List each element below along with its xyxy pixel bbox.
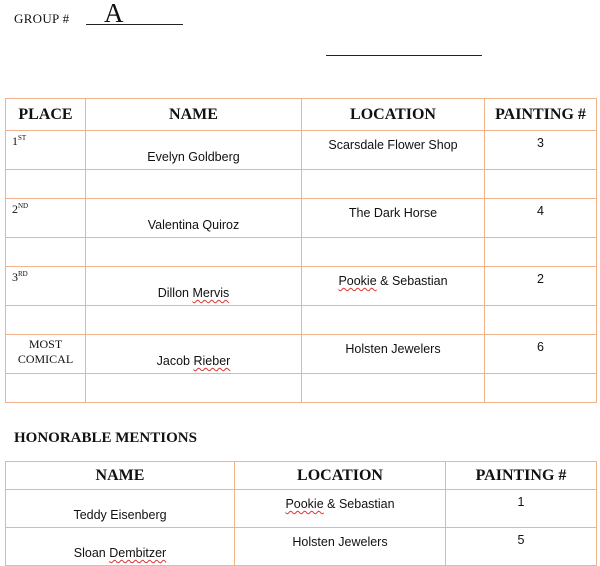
name-cell: Valentina Quiroz <box>86 199 302 238</box>
place-cell <box>6 335 86 374</box>
empty-cell <box>86 374 302 403</box>
name-cell <box>86 335 302 374</box>
name-header: NAME <box>6 462 235 490</box>
results-header-row <box>6 99 597 131</box>
empty-cell <box>485 306 597 335</box>
empty-row <box>6 374 597 403</box>
empty-row <box>6 170 597 199</box>
painting-cell: 6 <box>485 335 597 374</box>
empty-cell <box>6 170 86 199</box>
table-row <box>6 131 597 170</box>
place-suffix: ST <box>18 134 27 142</box>
location-cell <box>235 490 446 528</box>
location-part: Pookie <box>338 274 377 288</box>
painting-cell: 3 <box>485 131 597 170</box>
empty-cell <box>302 170 485 199</box>
table-row <box>6 267 597 306</box>
location-cell: Scarsdale Flower Shop <box>302 131 485 170</box>
name-cell <box>86 267 302 306</box>
empty-row <box>6 306 597 335</box>
results-table <box>5 98 597 403</box>
name-first: Sloan <box>73 546 106 560</box>
name-last: Mervis <box>192 286 230 300</box>
place-cell <box>6 131 86 170</box>
empty-cell <box>86 238 302 267</box>
honorable-mentions-title: HONORABLE MENTIONS <box>14 430 197 446</box>
empty-row <box>6 238 597 267</box>
name-first: Jacob <box>156 354 191 368</box>
name-cell <box>6 528 235 566</box>
empty-cell <box>485 374 597 403</box>
place-suffix: RD <box>18 270 28 278</box>
empty-cell <box>302 306 485 335</box>
group-value: A <box>104 0 124 28</box>
empty-cell <box>485 170 597 199</box>
painting-cell: 2 <box>485 267 597 306</box>
place-number: 2 <box>12 202 18 216</box>
empty-cell <box>86 306 302 335</box>
painting-cell: 5 <box>446 528 597 566</box>
place-line: COMICAL <box>17 352 74 366</box>
place-line: MOST <box>28 337 63 351</box>
group-line <box>86 24 183 25</box>
empty-cell <box>6 306 86 335</box>
honorable-header-row <box>6 462 597 490</box>
empty-cell <box>485 238 597 267</box>
name-header: NAME <box>86 99 302 131</box>
location-header: LOCATION <box>302 99 485 131</box>
empty-cell <box>6 238 86 267</box>
place-cell <box>6 267 86 306</box>
location-cell: The Dark Horse <box>302 199 485 238</box>
empty-cell <box>6 374 86 403</box>
location-cell <box>302 267 485 306</box>
place-cell <box>6 199 86 238</box>
place-suffix: ND <box>18 202 29 210</box>
painting-cell: 4 <box>485 199 597 238</box>
empty-cell <box>302 238 485 267</box>
name-first: Dillon <box>157 286 189 300</box>
honorable-mentions-table <box>5 461 597 566</box>
painting-cell: 1 <box>446 490 597 528</box>
place-number: 1 <box>12 134 18 148</box>
empty-cell <box>86 170 302 199</box>
place-number: 3 <box>12 270 18 284</box>
group-label: GROUP # <box>14 11 70 26</box>
table-row <box>6 528 597 566</box>
name-cell: Evelyn Goldberg <box>86 131 302 170</box>
table-row <box>6 490 597 528</box>
location-part: Pookie <box>285 497 324 511</box>
name-last: Dembitzer <box>109 546 167 560</box>
name-last: Rieber <box>193 354 231 368</box>
table-row <box>6 199 597 238</box>
location-cell: Holsten Jewelers <box>235 528 446 566</box>
place-header: PLACE <box>6 99 86 131</box>
painting-header: PAINTING # <box>446 462 597 490</box>
location-cell: Holsten Jewelers <box>302 335 485 374</box>
painting-header: PAINTING # <box>485 99 597 131</box>
name-cell: Teddy Eisenberg <box>6 490 235 528</box>
empty-cell <box>302 374 485 403</box>
location-header: LOCATION <box>235 462 446 490</box>
location-part: & Sebastian <box>376 274 448 288</box>
table-row <box>6 335 597 374</box>
location-part: & Sebastian <box>323 497 395 511</box>
signature-line <box>326 55 482 56</box>
